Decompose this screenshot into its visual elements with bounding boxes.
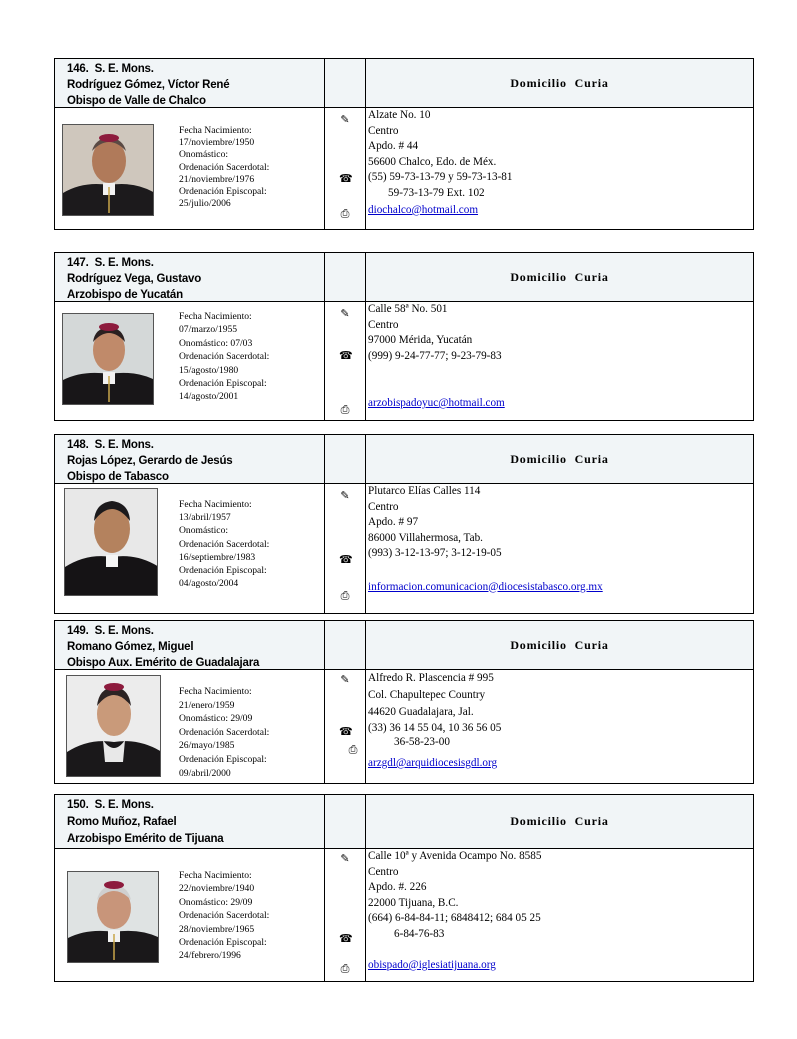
entry-role: Arzobispo de Yucatán (67, 289, 183, 301)
portrait-photo (62, 124, 154, 216)
email-row (368, 203, 512, 219)
address-line: 97000 Mérida, Yucatán (368, 334, 473, 346)
entry-number-line (67, 623, 324, 639)
bio-facts (179, 869, 269, 963)
address-line: 86000 Villahermosa, Tab. (368, 531, 483, 544)
fax-icon: ⎙ (340, 962, 350, 975)
fact-line: 09/abril/2000 (179, 767, 231, 779)
fact-line: 17/noviembre/1950 (179, 137, 255, 149)
address-line: Centro (368, 500, 399, 513)
fact-line: 04/agosto/2004 (179, 578, 239, 590)
fact-line: 15/agosto/1980 (179, 364, 239, 376)
entry-number: 149. (67, 625, 89, 637)
fact-line: 25/julio/2006 (179, 198, 231, 210)
fax-icon: ⎙ (340, 207, 350, 220)
portrait-image (63, 314, 154, 405)
entry-role: Obispo Aux. Emérito de Guadalajara (67, 657, 260, 669)
address-extra: 6-84-76-83 (394, 927, 445, 940)
fact-line: Onomástico: (179, 149, 229, 161)
address-line: (55) 59-73-13-79 y 59-73-13-81 (368, 171, 513, 183)
portrait-photo (64, 488, 158, 596)
portrait-image (68, 872, 159, 963)
entry-name: Rodríguez Gómez, Víctor René (67, 79, 230, 91)
entry-header (55, 435, 753, 484)
entry-number-line (67, 437, 324, 453)
domicilio-curia-header: Domicilio Curia (510, 814, 609, 828)
entry-title-prefix: S. E. Mons. (94, 799, 154, 811)
icon-column-header (325, 253, 366, 301)
pen-icon: ✎ (340, 113, 350, 126)
phone-icon: ☎ (339, 349, 353, 362)
phone-icon: ☎ (339, 932, 353, 945)
entry-number-line (67, 61, 324, 77)
fact-line: 26/mayo/1985 (179, 740, 235, 752)
address-extra: 36-58-23-00 (394, 736, 450, 748)
entry-name: Rodríguez Vega, Gustavo (67, 273, 202, 285)
fact-line: Fecha Nacimiento: (179, 870, 252, 881)
address-line: 44620 Guadalajara, Jal. (368, 706, 474, 718)
address-block (368, 108, 512, 219)
bio-facts (179, 498, 269, 590)
fact-line: 21/noviembre/1976 (179, 173, 255, 185)
address-line: 22000 Tijuana, B.C. (368, 896, 459, 909)
address-block (368, 302, 505, 412)
fact-line: Ordenación Sacerdotal: (179, 351, 270, 363)
fact-line: Ordenación Episcopal: (179, 186, 267, 198)
pen-icon: ✎ (340, 489, 350, 502)
address-line: Col. Chapultepec Country (368, 689, 486, 701)
entry-role: Arzobispo Emérito de Tijuana (67, 833, 224, 845)
domicilio-curia-header: Domicilio Curia (510, 269, 609, 284)
entry-header (55, 621, 753, 670)
entry-number-line (67, 797, 324, 814)
fact-line: Fecha Nacimiento: (179, 311, 252, 322)
address-line: Centro (368, 124, 399, 137)
portrait-photo (62, 313, 154, 405)
address-line: Apdo. # 97 (368, 516, 419, 528)
entry-title-prefix: S. E. Mons. (94, 257, 154, 269)
email-row (368, 580, 603, 596)
entry-header (55, 59, 753, 108)
fact-line: Fecha Nacimiento: (179, 499, 252, 510)
entry-body (55, 484, 753, 613)
address-line: Calle 58ª No. 501 (368, 303, 448, 315)
entry-body (55, 670, 753, 783)
fact-line: 13/abril/1957 (179, 512, 231, 524)
fact-line: 28/noviembre/1965 (179, 923, 255, 935)
fax-icon: ⎙ (340, 589, 350, 602)
fact-line: Onomástico: (179, 525, 229, 537)
portrait-image (63, 125, 154, 216)
fax-icon: ⎙ (340, 403, 350, 416)
entry-role: Obispo de Valle de Chalco (67, 95, 206, 107)
address-line: (993) 3-12-13-97; 3-12-19-05 (368, 547, 502, 559)
icon-column-header (325, 795, 366, 848)
address-line: (33) 36 14 55 04, 10 36 56 05 (368, 722, 502, 734)
entry-title-prefix: S. E. Mons. (94, 625, 154, 637)
bio-facts (179, 685, 269, 780)
email-row (368, 755, 501, 772)
fact-line: Ordenación Sacerdotal: (179, 538, 270, 550)
address-line: Plutarco Elías Calles 114 (368, 485, 481, 497)
portrait-image (67, 676, 161, 777)
entry-name-cell (55, 795, 325, 848)
address-extra: 59-73-13-79 Ext. 102 (388, 186, 485, 199)
bishop-entry-149 (54, 620, 754, 784)
fact-line: Ordenación Episcopal: (179, 565, 267, 577)
fact-line: Ordenación Sacerdotal: (179, 161, 270, 173)
bio-facts (179, 310, 269, 404)
domicilio-curia-header: Domicilio Curia (510, 75, 609, 90)
email-link[interactable]: informacion.comunicacion@diocesistabasco.org.mx (368, 580, 603, 593)
address-line: Calle 10ª y Avenida Ocampo No. 8585 (368, 850, 542, 862)
bishop-entry-148 (54, 434, 754, 614)
fact-line: Ordenación Episcopal: (179, 378, 267, 390)
entry-number: 150. (67, 799, 89, 811)
bishop-entry-147 (54, 252, 754, 421)
fax-icon: ⎙ (348, 743, 358, 756)
fact-line: Ordenación Sacerdotal: (179, 726, 270, 738)
email-link[interactable]: arzgdl@arquidiocesisgdl.org (368, 757, 498, 769)
email-link[interactable]: obispado@iglesiatijuana.org (368, 959, 496, 971)
portrait-photo (66, 675, 161, 777)
address-block (368, 849, 541, 974)
bio-facts (179, 125, 269, 210)
address-block (368, 484, 603, 595)
fact-line: 16/septiembre/1983 (179, 551, 256, 563)
entry-name-cell (55, 59, 325, 107)
fact-line: 21/enero/1959 (179, 699, 235, 711)
fact-line: 22/noviembre/1940 (179, 883, 255, 895)
fact-line: Fecha Nacimiento: (179, 686, 252, 697)
address-block (368, 670, 501, 772)
address-line: (999) 9-24-77-77; 9-23-79-83 (368, 349, 502, 362)
phone-icon: ☎ (339, 172, 353, 185)
fact-line: Onomástico: 29/09 (179, 896, 253, 908)
fact-line: Ordenación Episcopal: (179, 753, 267, 765)
address-line: Apdo. # 44 (368, 140, 419, 152)
entry-body (55, 302, 753, 420)
email-row (368, 958, 541, 974)
entry-header (55, 795, 753, 849)
entry-role: Obispo de Tabasco (67, 471, 169, 483)
portrait-photo (67, 871, 159, 963)
address-line: Apdo. #. 226 (368, 881, 427, 893)
entry-name: Romo Muñoz, Rafael (67, 816, 177, 828)
entry-title-prefix: S. E. Mons. (94, 63, 154, 75)
domicilio-curia-header: Domicilio Curia (510, 637, 609, 652)
address-line: Centro (368, 318, 399, 331)
entry-number: 146. (67, 63, 89, 75)
domicilio-curia-header: Domicilio Curia (510, 451, 609, 466)
phone-icon: ☎ (339, 725, 353, 738)
email-link[interactable]: diochalco@hotmail.com (368, 204, 479, 216)
address-line: Alfredo R. Plascencia # 995 (368, 672, 494, 684)
fact-line: Onomástico: 29/09 (179, 713, 253, 725)
address-line: Centro (368, 865, 399, 878)
entry-number-line (67, 255, 324, 271)
entry-name-cell (55, 621, 325, 669)
entry-name-cell (55, 435, 325, 483)
entry-number: 148. (67, 439, 89, 451)
fact-line: 24/febrero/1996 (179, 950, 241, 962)
entry-name-cell (55, 253, 325, 301)
entry-body (55, 849, 753, 981)
address-line: (664) 6-84-84-11; 6848412; 684 05 25 (368, 912, 541, 924)
entry-title-prefix: S. E. Mons. (94, 439, 154, 451)
pen-icon: ✎ (340, 307, 350, 320)
entry-number: 147. (67, 257, 89, 269)
email-row (368, 396, 505, 412)
fact-line: Onomástico: 07/03 (179, 337, 253, 349)
address-line: Alzate No. 10 (368, 109, 431, 121)
entry-body (55, 108, 753, 229)
icon-column-header (325, 435, 366, 483)
pen-icon: ✎ (340, 852, 350, 865)
bishop-entry-146 (54, 58, 754, 230)
icon-column-header (325, 59, 366, 107)
entry-header (55, 253, 753, 302)
pen-icon: ✎ (340, 673, 350, 686)
entry-name: Romano Gómez, Miguel (67, 641, 194, 653)
fact-line: Fecha Nacimiento: (179, 125, 252, 136)
entry-name: Rojas López, Gerardo de Jesús (67, 455, 233, 467)
email-link[interactable]: arzobispadoyuc@hotmail.com (368, 397, 505, 409)
fact-line: Ordenación Sacerdotal: (179, 910, 270, 922)
portrait-image (65, 489, 158, 596)
bishop-entry-150 (54, 794, 754, 982)
fact-line: 07/marzo/1955 (179, 324, 238, 336)
phone-icon: ☎ (339, 553, 353, 566)
address-line: 56600 Chalco, Edo. de Méx. (368, 155, 497, 168)
icon-column-header (325, 621, 366, 669)
fact-line: 14/agosto/2001 (179, 391, 239, 403)
fact-line: Ordenación Episcopal: (179, 937, 267, 949)
